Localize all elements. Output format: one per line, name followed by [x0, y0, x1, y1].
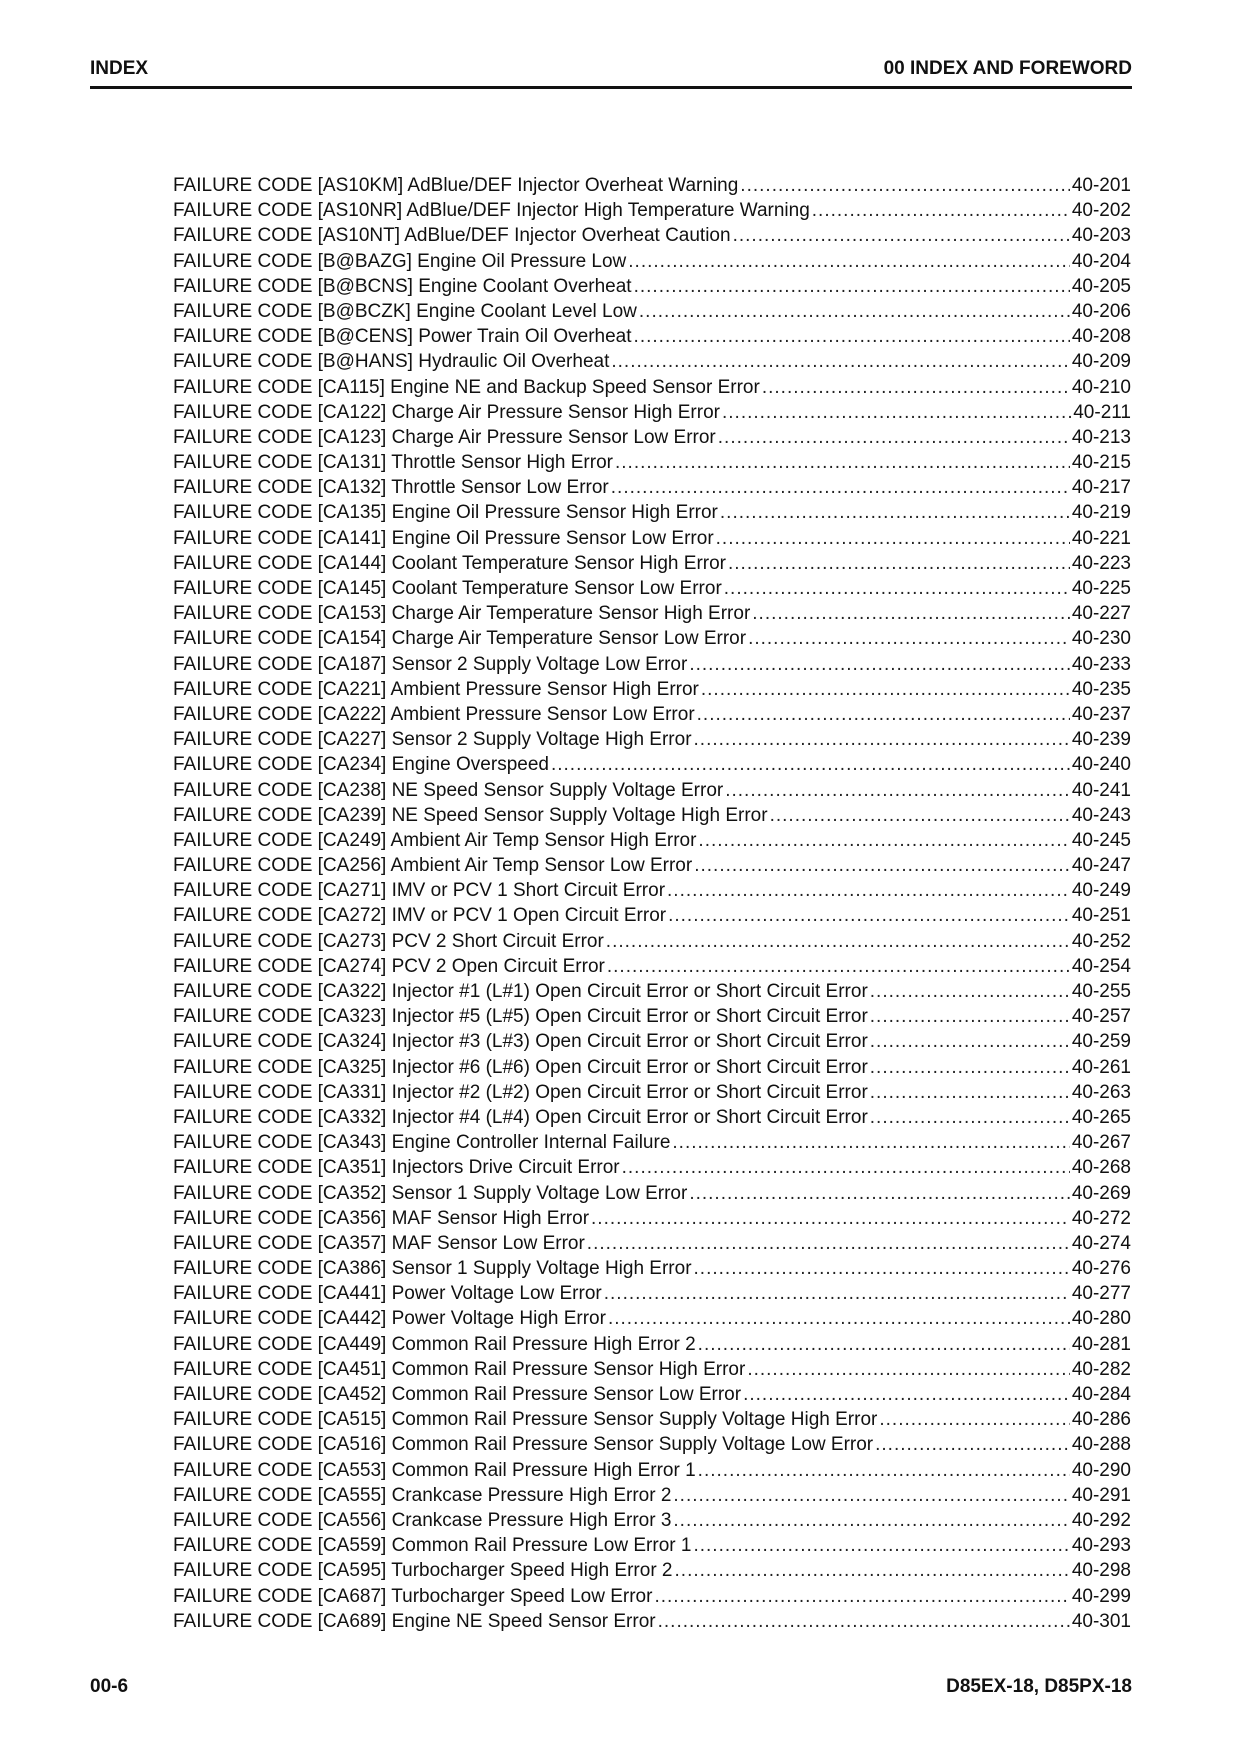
- dot-leader: [689, 1181, 1070, 1206]
- index-entry[interactable]: [173, 1130, 1131, 1155]
- entry-title: FAILURE CODE [AS10KM] AdBlue/DEF Injector Overheat Warning: [173, 175, 739, 196]
- entry-page-number: 40-274: [1071, 1232, 1131, 1254]
- index-entry[interactable]: [173, 551, 1131, 576]
- entry-page-number: 40-235: [1071, 678, 1131, 700]
- entry-page-number: 40-268: [1071, 1157, 1131, 1179]
- dot-leader: [748, 626, 1070, 651]
- entry-title: FAILURE CODE [CA559] Common Rail Pressure Low Error 1: [173, 1535, 692, 1557]
- index-entry[interactable]: [173, 249, 1131, 274]
- entry-title: FAILURE CODE [CA273] PCV 2 Short Circuit Error: [173, 930, 604, 952]
- entry-title: FAILURE CODE [CA115] Engine NE and Backup Speed Sensor Error: [173, 376, 760, 398]
- index-entry[interactable]: [173, 1432, 1131, 1457]
- index-entry[interactable]: [173, 1458, 1131, 1483]
- dot-leader: [673, 1508, 1069, 1533]
- entry-page-number: 40-215: [1071, 452, 1131, 474]
- dot-leader: [716, 526, 1070, 551]
- entry-page-number: 40-281: [1071, 1333, 1131, 1355]
- index-list: [173, 173, 1131, 1634]
- entry-title: FAILURE CODE [CA556] Crankcase Pressure High Error 3: [173, 1509, 672, 1531]
- entry-page-number: 40-290: [1071, 1459, 1131, 1481]
- entry-page-number: 40-252: [1071, 930, 1131, 952]
- dot-leader: [698, 828, 1069, 853]
- dot-leader: [604, 1281, 1070, 1306]
- index-entry[interactable]: [173, 803, 1131, 828]
- dot-leader: [812, 198, 1070, 223]
- entry-title: FAILURE CODE [B@BCNS] Engine Coolant Overheat: [173, 275, 632, 297]
- entry-title: FAILURE CODE [CA222] Ambient Pressure Sensor Low Error: [173, 703, 695, 725]
- dot-leader: [606, 929, 1070, 954]
- entry-title: FAILURE CODE [CA343] Engine Controller Internal Failure: [173, 1132, 671, 1154]
- entry-page-number: 40-237: [1071, 703, 1131, 725]
- entry-title: FAILURE CODE [CA227] Sensor 2 Supply Voltage High Error: [173, 729, 692, 751]
- header-chapter-title: 00 INDEX AND FOREWORD: [883, 58, 1132, 79]
- entry-page-number: 40-205: [1071, 275, 1131, 297]
- entry-page-number: 40-221: [1071, 527, 1131, 549]
- entry-title: FAILURE CODE [B@CENS] Power Train Oil Overheat: [173, 326, 632, 348]
- dot-leader: [728, 551, 1070, 576]
- index-entry[interactable]: [173, 526, 1131, 551]
- entry-page-number: 40-210: [1071, 376, 1131, 398]
- dot-leader: [720, 500, 1070, 525]
- index-entry[interactable]: [173, 1206, 1131, 1231]
- dot-leader: [689, 652, 1070, 677]
- dot-leader: [658, 1609, 1070, 1634]
- entry-page-number: 40-223: [1071, 552, 1131, 574]
- entry-title: FAILURE CODE [AS10NR] AdBlue/DEF Injector High Temperature Warning: [173, 200, 810, 222]
- dot-leader: [611, 349, 1069, 374]
- dot-leader: [611, 475, 1070, 500]
- index-entry[interactable]: [173, 1357, 1131, 1382]
- entry-page-number: 40-299: [1071, 1585, 1131, 1607]
- dot-leader: [747, 1357, 1070, 1382]
- index-entry[interactable]: [173, 324, 1131, 349]
- entry-title: FAILURE CODE [CA274] PCV 2 Open Circuit Error: [173, 955, 605, 977]
- entry-title: FAILURE CODE [CA449] Common Rail Pressure High Error 2: [173, 1333, 696, 1355]
- entry-title: FAILURE CODE [CA441] Power Voltage Low Error: [173, 1283, 602, 1305]
- dot-leader: [718, 425, 1070, 450]
- index-entry[interactable]: [173, 1533, 1131, 1558]
- dot-leader: [607, 954, 1070, 979]
- entry-title: FAILURE CODE [CA323] Injector #5 (L#5) Open Circuit Error or Short Circuit Error: [173, 1006, 868, 1028]
- index-entry[interactable]: [173, 626, 1131, 651]
- dot-leader: [694, 1256, 1070, 1281]
- dot-leader: [752, 601, 1070, 626]
- dot-leader: [587, 1231, 1070, 1256]
- dot-leader: [870, 1080, 1070, 1105]
- entry-page-number: 40-265: [1071, 1106, 1131, 1128]
- index-entry[interactable]: [173, 954, 1131, 979]
- entry-title: FAILURE CODE [CA516] Common Rail Pressure Sensor Supply Voltage Low Error: [173, 1434, 874, 1456]
- dot-leader: [591, 1206, 1070, 1231]
- entry-page-number: 40-282: [1071, 1358, 1131, 1380]
- page-header: [90, 56, 1132, 89]
- entry-title: FAILURE CODE [CA322] Injector #1 (L#1) Open Circuit Error or Short Circuit Error: [173, 981, 868, 1002]
- index-entry[interactable]: [173, 1332, 1131, 1357]
- index-entry[interactable]: [173, 475, 1131, 500]
- entry-title: FAILURE CODE [CA386] Sensor 1 Supply Voltage High Error: [173, 1258, 692, 1280]
- entry-title: FAILURE CODE [CA324] Injector #3 (L#3) Open Circuit Error or Short Circuit Error: [173, 1031, 868, 1053]
- entry-title: FAILURE CODE [CA687] Turbocharger Speed Low Error: [173, 1585, 653, 1607]
- entry-page-number: 40-239: [1071, 729, 1131, 751]
- dot-leader: [870, 1029, 1070, 1054]
- entry-title: FAILURE CODE [CA515] Common Rail Pressure Sensor Supply Voltage High Error: [173, 1409, 878, 1431]
- dot-leader: [668, 903, 1070, 928]
- entry-title: FAILURE CODE [CA123] Charge Air Pressure Sensor Low Error: [173, 426, 716, 448]
- entry-title: FAILURE CODE [CA135] Engine Oil Pressure Sensor High Error: [173, 502, 718, 524]
- entry-title: FAILURE CODE [CA249] Ambient Air Temp Sensor High Error: [173, 829, 697, 851]
- entry-page-number: 40-255: [1071, 981, 1131, 1002]
- dot-leader: [870, 979, 1070, 1004]
- index-entry[interactable]: [173, 349, 1131, 374]
- entry-page-number: 40-280: [1071, 1308, 1131, 1330]
- entry-page-number: 40-217: [1071, 477, 1131, 499]
- index-entry[interactable]: [173, 1483, 1131, 1508]
- entry-title: FAILURE CODE [CA332] Injector #4 (L#4) Open Circuit Error or Short Circuit Error: [173, 1106, 868, 1128]
- entry-page-number: 40-298: [1071, 1560, 1131, 1582]
- index-entry[interactable]: [173, 778, 1131, 803]
- dot-leader: [654, 1584, 1069, 1609]
- entry-title: FAILURE CODE [CA555] Crankcase Pressure High Error 2: [173, 1484, 672, 1506]
- entry-page-number: 40-233: [1071, 653, 1131, 675]
- index-entry[interactable]: [173, 652, 1131, 677]
- index-entry[interactable]: [173, 979, 1131, 1004]
- entry-title: FAILURE CODE [CA154] Charge Air Temperature Sensor Low Error: [173, 628, 747, 650]
- entry-page-number: 40-286: [1071, 1409, 1131, 1431]
- entry-page-number: 40-291: [1071, 1484, 1131, 1506]
- entry-page-number: 40-251: [1071, 905, 1131, 927]
- entry-title: FAILURE CODE [CA357] MAF Sensor Low Error: [173, 1232, 585, 1254]
- dot-leader: [697, 702, 1070, 727]
- entry-page-number: 40-204: [1071, 250, 1131, 272]
- dot-leader: [698, 1458, 1070, 1483]
- index-entry[interactable]: [173, 299, 1131, 324]
- index-entry[interactable]: [173, 1181, 1131, 1206]
- index-entry[interactable]: [173, 853, 1131, 878]
- entry-page-number: 40-208: [1071, 326, 1131, 348]
- entry-title: FAILURE CODE [CA187] Sensor 2 Supply Voltage Low Error: [173, 653, 688, 675]
- entry-title: FAILURE CODE [CA351] Injectors Drive Circuit Error: [173, 1157, 620, 1179]
- entry-title: FAILURE CODE [CA131] Throttle Sensor High Error: [173, 452, 613, 474]
- entry-page-number: 40-292: [1071, 1509, 1131, 1531]
- entry-page-number: 40-277: [1071, 1283, 1131, 1305]
- index-entry[interactable]: [173, 1231, 1131, 1256]
- index-entry[interactable]: [173, 1105, 1131, 1130]
- dot-leader: [634, 324, 1070, 349]
- entry-title: FAILURE CODE [CA356] MAF Sensor High Error: [173, 1207, 590, 1229]
- entry-page-number: 40-263: [1071, 1081, 1131, 1103]
- index-entry[interactable]: [173, 1080, 1131, 1105]
- dot-leader: [722, 400, 1071, 425]
- index-entry[interactable]: [173, 702, 1131, 727]
- index-entry[interactable]: [173, 1029, 1131, 1054]
- entry-title: FAILURE CODE [B@BAZG] Engine Oil Pressure Low: [173, 250, 627, 272]
- index-entry[interactable]: [173, 400, 1131, 425]
- dot-leader: [615, 450, 1070, 475]
- entry-title: FAILURE CODE [CA451] Common Rail Pressure Sensor High Error: [173, 1358, 746, 1380]
- entry-title: FAILURE CODE [CA234] Engine Overspeed: [173, 754, 549, 776]
- entry-page-number: 40-225: [1071, 578, 1131, 599]
- index-entry[interactable]: [173, 1281, 1131, 1306]
- index-entry[interactable]: [173, 1407, 1131, 1432]
- entry-page-number: 40-276: [1071, 1258, 1131, 1280]
- entry-page-number: 40-267: [1071, 1132, 1131, 1154]
- entry-title: FAILURE CODE [CA272] IMV or PCV 1 Open Circuit Error: [173, 905, 667, 927]
- index-entry[interactable]: [173, 903, 1131, 928]
- index-entry[interactable]: [173, 198, 1131, 223]
- index-entry[interactable]: [173, 677, 1131, 702]
- entry-page-number: 40-240: [1071, 754, 1131, 776]
- index-entry[interactable]: [173, 752, 1131, 777]
- entry-page-number: 40-301: [1071, 1610, 1131, 1632]
- entry-title: FAILURE CODE [CA145] Coolant Temperature Sensor Low Error: [173, 578, 722, 599]
- entry-title: FAILURE CODE [CA239] NE Speed Sensor Supply Voltage High Error: [173, 804, 768, 826]
- dot-leader: [673, 1483, 1069, 1508]
- page-number: 00-6: [90, 1676, 129, 1697]
- index-entry[interactable]: [173, 375, 1131, 400]
- dot-leader: [672, 1130, 1069, 1155]
- entry-page-number: 40-219: [1071, 502, 1131, 524]
- entry-page-number: 40-284: [1071, 1384, 1131, 1405]
- header-section-title: INDEX: [90, 58, 149, 79]
- entry-title: FAILURE CODE [CA442] Power Voltage High Error: [173, 1308, 606, 1330]
- index-entry[interactable]: [173, 1256, 1131, 1281]
- entry-page-number: 40-206: [1071, 300, 1131, 322]
- entry-page-number: 40-201: [1071, 175, 1131, 196]
- page-footer: [90, 1676, 1132, 1706]
- dot-leader: [628, 249, 1070, 274]
- entry-title: FAILURE CODE [CA553] Common Rail Pressure High Error 1: [173, 1459, 696, 1481]
- entry-page-number: 40-259: [1071, 1031, 1131, 1053]
- entry-page-number: 40-241: [1071, 779, 1131, 801]
- entry-title: FAILURE CODE [CA141] Engine Oil Pressure Sensor Low Error: [173, 527, 714, 549]
- index-entry[interactable]: [173, 274, 1131, 299]
- index-entry[interactable]: [173, 450, 1131, 475]
- dot-leader: [770, 803, 1070, 828]
- entry-title: FAILURE CODE [CA689] Engine NE Speed Sensor Error: [173, 1610, 656, 1632]
- index-entry[interactable]: [173, 173, 1131, 198]
- entry-page-number: 40-254: [1071, 955, 1131, 977]
- dot-leader: [667, 878, 1070, 903]
- dot-leader: [701, 677, 1070, 702]
- entry-title: FAILURE CODE [CA331] Injector #2 (L#2) Open Circuit Error or Short Circuit Error: [173, 1081, 868, 1103]
- dot-leader: [875, 1432, 1070, 1457]
- entry-page-number: 40-245: [1071, 829, 1131, 851]
- index-entry[interactable]: [173, 601, 1131, 626]
- entry-page-number: 40-261: [1071, 1056, 1131, 1078]
- entry-title: FAILURE CODE [CA256] Ambient Air Temp Sensor Low Error: [173, 855, 693, 877]
- dot-leader: [870, 1055, 1070, 1080]
- entry-title: FAILURE CODE [CA238] NE Speed Sensor Supply Voltage Error: [173, 779, 724, 801]
- dot-leader: [724, 576, 1070, 601]
- dot-leader: [675, 1558, 1070, 1583]
- entry-page-number: 40-243: [1071, 804, 1131, 826]
- dot-leader: [870, 1105, 1070, 1130]
- entry-page-number: 40-247: [1071, 855, 1131, 877]
- index-entry[interactable]: [173, 223, 1131, 248]
- dot-leader: [694, 727, 1070, 752]
- dot-leader: [725, 778, 1070, 803]
- model-names: D85EX-18, D85PX-18: [946, 1676, 1132, 1697]
- entry-title: FAILURE CODE [AS10NT] AdBlue/DEF Injector Overheat Caution: [173, 225, 731, 247]
- dot-leader: [634, 274, 1070, 299]
- entry-page-number: 40-213: [1071, 426, 1131, 448]
- dot-leader: [622, 1155, 1070, 1180]
- entry-page-number: 40-288: [1071, 1434, 1131, 1456]
- index-entry[interactable]: [173, 1004, 1131, 1029]
- entry-page-number: 40-269: [1071, 1182, 1131, 1204]
- dot-leader: [694, 853, 1070, 878]
- index-entry[interactable]: [173, 1558, 1131, 1583]
- entry-title: FAILURE CODE [CA271] IMV or PCV 1 Short Circuit Error: [173, 880, 666, 902]
- index-entry[interactable]: [173, 1382, 1131, 1407]
- entry-title: FAILURE CODE [CA452] Common Rail Pressure Sensor Low Error: [173, 1384, 742, 1405]
- index-entry[interactable]: [173, 500, 1131, 525]
- entry-page-number: 40-230: [1071, 628, 1131, 650]
- index-entry[interactable]: [173, 929, 1131, 954]
- entry-page-number: 40-272: [1071, 1207, 1131, 1229]
- entry-page-number: 40-257: [1071, 1006, 1131, 1028]
- entry-page-number: 40-293: [1071, 1535, 1131, 1557]
- index-entry[interactable]: [173, 1055, 1131, 1080]
- index-entry[interactable]: [173, 576, 1131, 601]
- index-entry[interactable]: [173, 828, 1131, 853]
- index-entry[interactable]: [173, 1584, 1131, 1609]
- entry-page-number: 40-202: [1071, 200, 1131, 222]
- dot-leader: [693, 1533, 1069, 1558]
- entry-title: FAILURE CODE [CA122] Charge Air Pressure Sensor High Error: [173, 401, 720, 423]
- entry-title: FAILURE CODE [CA132] Throttle Sensor Low Error: [173, 477, 609, 499]
- dot-leader: [639, 299, 1070, 324]
- dot-leader: [762, 375, 1070, 400]
- dot-leader: [551, 752, 1070, 777]
- index-entry[interactable]: [173, 425, 1131, 450]
- index-entry[interactable]: [173, 1508, 1131, 1533]
- dot-leader: [698, 1332, 1070, 1357]
- index-entry[interactable]: [173, 1306, 1131, 1331]
- dot-leader: [733, 223, 1070, 248]
- entry-page-number: 40-249: [1071, 880, 1131, 902]
- entry-title: FAILURE CODE [CA352] Sensor 1 Supply Voltage Low Error: [173, 1182, 688, 1204]
- entry-title: FAILURE CODE [CA325] Injector #6 (L#6) Open Circuit Error or Short Circuit Error: [173, 1056, 868, 1078]
- index-entry[interactable]: [173, 727, 1131, 752]
- dot-leader: [870, 1004, 1070, 1029]
- dot-leader: [743, 1382, 1070, 1407]
- entry-title: FAILURE CODE [B@BCZK] Engine Coolant Level Low: [173, 300, 637, 322]
- dot-leader: [740, 173, 1070, 198]
- entry-page-number: 40-227: [1071, 603, 1131, 625]
- dot-leader: [608, 1306, 1070, 1331]
- entry-title: FAILURE CODE [B@HANS] Hydraulic Oil Overheat: [173, 351, 610, 373]
- entry-page-number: 40-209: [1071, 351, 1131, 373]
- entry-page-number: 40-203: [1071, 225, 1131, 247]
- entry-title: FAILURE CODE [CA595] Turbocharger Speed High Error 2: [173, 1560, 673, 1582]
- index-entry[interactable]: [173, 1609, 1131, 1634]
- index-entry[interactable]: [173, 878, 1131, 903]
- entry-title: FAILURE CODE [CA144] Coolant Temperature Sensor High Error: [173, 552, 726, 574]
- entry-title: FAILURE CODE [CA153] Charge Air Temperature Sensor High Error: [173, 603, 751, 625]
- entry-page-number: 40-211: [1073, 401, 1131, 423]
- entry-title: FAILURE CODE [CA221] Ambient Pressure Sensor High Error: [173, 678, 699, 700]
- dot-leader: [879, 1407, 1069, 1432]
- index-entry[interactable]: [173, 1155, 1131, 1180]
